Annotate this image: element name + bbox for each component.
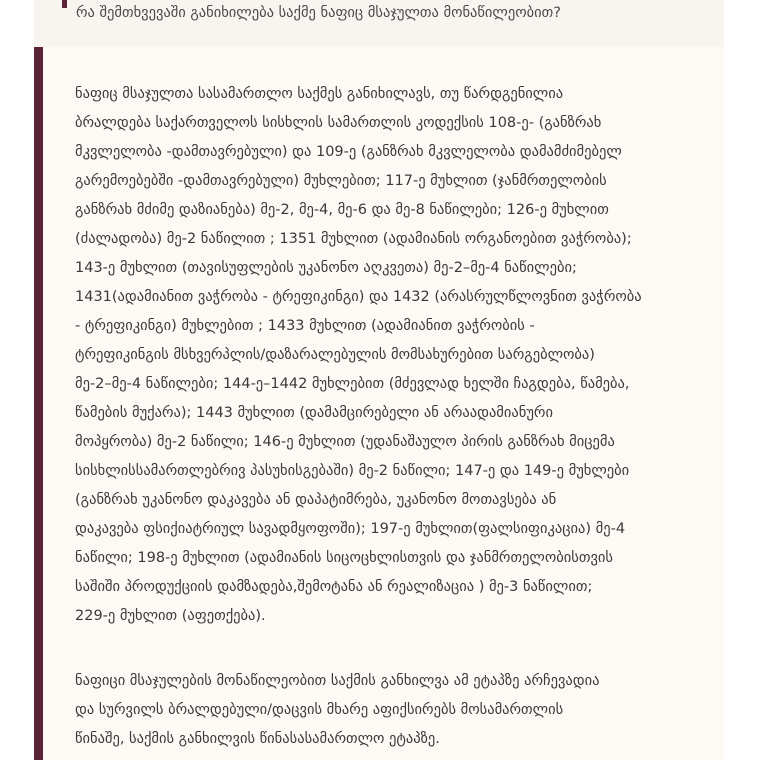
question-accent-bar (62, 0, 67, 8)
answer-paragraph-2 (75, 667, 723, 754)
paragraph-line: მე-2–მე-4 ნაწილები; 144-ე–1442 მუხლებით (მძევლად ხელში ჩაგდება, წამება, (75, 376, 630, 392)
paragraph-line: საშიში პროდუქციის დამზადება,შემოტანა ან რეალიზაცია ) მე-3 ნაწილით; (75, 579, 593, 595)
paragraph-line: სისხლისსამართლებრივ პასუხისგებაში) მე-2 ნაწილი; 147-ე და 149-ე მუხლები (75, 463, 630, 479)
paragraph-line: განზრახ მძიმე დაზიანება) მე-2, მე-4, მე-6 და მე-8 ნაწილები; 126-ე მუხლით (75, 202, 609, 218)
paragraph-line: 229-ე მუხლით (აფეთქება). (75, 608, 266, 624)
paragraph-line: დაკავება ფსიქიატრიულ სავადმყოფოში); 197-ე მუხლით(ფალსიფიკაცია) მე-4 (75, 521, 626, 537)
answer-accent-bar (34, 47, 43, 760)
paragraph-line: და სურვილს ბრალდებული/დაცვის მხარე აფიქსირებს მოსამართლის (75, 702, 564, 718)
paragraph-line: წინაშე, საქმის განხილვის წინასასამართლო ეტაპზე. (75, 731, 440, 747)
question-title[interactable]: რა შემთხვევაში განიხილება საქმე ნაფიც მსაჯულთა მონაწილეობით? (76, 5, 561, 21)
answer-paragraph-1 (75, 80, 723, 631)
paragraph-line: ტრეფიკინგის მსხვერპლის/დაზარალებულის მომსახურებით სარგებლობა) (75, 347, 595, 363)
paragraph-line: ნაფიც მსაჯულთა სასამართლო საქმეს განიხილავს, თუ წარდგენილია (75, 86, 564, 102)
paragraph-line: (ძალადობა) მე-2 ნაწილით ; 1351 მუხლით (ადამიანის ორგანოებით ვაჭრობა); (75, 231, 632, 247)
paragraph-line: ნაწილი; 198-ე მუხლით (ადამიანის სიცოცხლისთვის და ჯანმრთელობისთვის (75, 550, 613, 566)
paragraph-line: გარემოებებში -დამთავრებული) მუხლებით; 117-ე მუხლით (ჯანმრთელობის (75, 173, 607, 189)
paragraph-line: (განზრახ უკანონო დაკავება ან დაპატიმრება, უკანონო მოთავსება ან (75, 492, 557, 508)
paragraph-line: ნაფიცი მსაჯულების მონაწილეობით საქმის განხილვა ამ ეტაპზე არჩევადია (75, 673, 600, 689)
paragraph-line: წამების მუქარა); 1443 მუხლით (დამამცირებელი ან არაადამიანური (75, 405, 553, 421)
paragraph-line: 1431(ადამიანით ვაჭრობა - ტრეფიკინგი) და 1432 (არასრულწლოვნით ვაჭრობა (75, 289, 642, 305)
paragraph-line: მკვლელობა -დამთავრებული) და 109-ე (განზრახ მკვლელობა დამამძიმებელ (75, 144, 622, 160)
paragraph-line: 143-ე მუხლით (თავისუფლების უკანონო აღკვეთა) მე-2–მე-4 ნაწილები; (75, 260, 577, 276)
paragraph-line: მოპყრობა) მე-2 ნაწილი; 146-ე მუხლით (უდანაშაულო პირის განზრახ მიცემა (75, 434, 615, 450)
answer-panel (43, 47, 724, 760)
paragraph-line: ბრალდება საქართველოს სისხლის სამართლის კოდექსის 108-ე- (განზრახ (75, 115, 602, 131)
paragraph-line: - ტრეფიკინგი) მუხლებით ; 1433 მუხლით (ადამიანით ვაჭრობის - (75, 318, 535, 334)
